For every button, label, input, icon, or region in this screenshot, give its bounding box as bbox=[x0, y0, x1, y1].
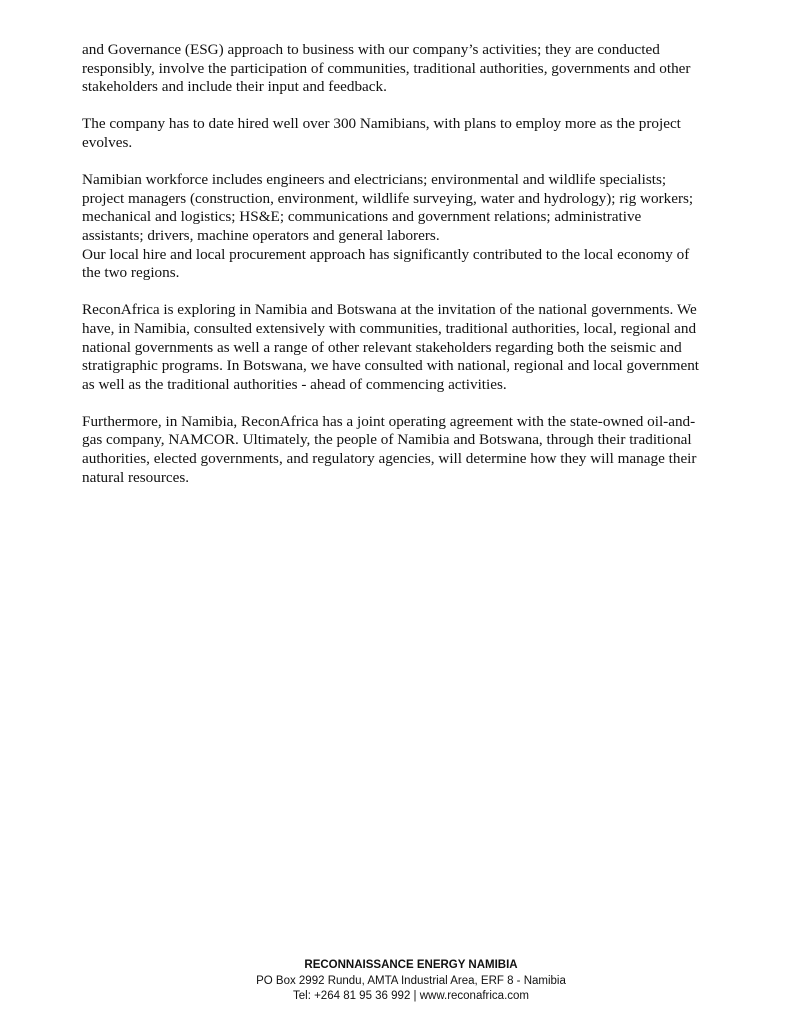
text-line: stakeholders and include their input and feedback. bbox=[82, 78, 387, 96]
footer-company-name: RECONNAISSANCE ENERGY NAMIBIA bbox=[304, 959, 518, 971]
footer-address: PO Box 2992 Rundu, AMTA Industrial Area, ERF 8 - Namibia bbox=[256, 974, 566, 987]
text-line: as well as the traditional authorities - ahead of commencing activities. bbox=[82, 375, 507, 393]
text-line: Namibian workforce includes engineers and electricians; environmental and wildlife specialists; bbox=[82, 171, 667, 189]
text-line: assistants; drivers, machine operators and general laborers. bbox=[82, 226, 440, 244]
text-line: project managers (construction, environment, wildlife surveying, water and hydrology); rig workers; bbox=[82, 189, 694, 207]
page-footer bbox=[0, 958, 786, 1005]
text-line: gas company, NAMCOR. Ultimately, the people of Namibia and Botswana, through their traditional bbox=[82, 431, 692, 449]
footer-contact: Tel: +264 81 95 36 992 | www.reconafrica.com bbox=[293, 990, 529, 1002]
text-line: The company has to date hired well over 300 Namibians, with plans to employ more as the project bbox=[82, 115, 681, 133]
text-line: national governments as well a range of other relevant stakeholders regarding both the seismic and bbox=[82, 338, 682, 356]
text-line: evolves. bbox=[82, 133, 133, 151]
paragraph-esg bbox=[82, 41, 744, 97]
text-line: Furthermore, in Namibia, ReconAfrica has a joint operating agreement with the state-owned oil-and- bbox=[82, 412, 696, 430]
text-line: have, in Namibia, consulted extensively with communities, traditional authorities, local, regional and bbox=[82, 319, 697, 337]
document-body bbox=[82, 41, 744, 506]
text-line: the two regions. bbox=[82, 264, 180, 282]
text-line: natural resources. bbox=[82, 468, 190, 486]
paragraph-joint-agreement bbox=[82, 413, 744, 487]
text-line: mechanical and logistics; HS&E; communications and government relations; administrative bbox=[82, 208, 642, 226]
text-line: ReconAfrica is exploring in Namibia and Botswana at the invitation of the national governments. We bbox=[82, 301, 697, 319]
text-line: and Governance (ESG) approach to business with our company’s activities; they are conducted bbox=[82, 41, 660, 58]
paragraph-local-procurement bbox=[82, 246, 744, 283]
text-line: authorities, elected governments, and regulatory agencies, will determine how they will manage their bbox=[82, 450, 697, 468]
paragraph-exploration bbox=[82, 301, 744, 394]
text-line: responsibly, involve the participation of communities, traditional authorities, governments and other bbox=[82, 59, 691, 77]
text-line: stratigraphic programs. In Botswana, we have consulted with national, regional and local government bbox=[82, 357, 700, 375]
paragraph-workforce bbox=[82, 171, 744, 245]
text-line: Our local hire and local procurement approach has significantly contributed to the local economy of bbox=[82, 245, 690, 263]
paragraph-hiring bbox=[82, 115, 744, 152]
